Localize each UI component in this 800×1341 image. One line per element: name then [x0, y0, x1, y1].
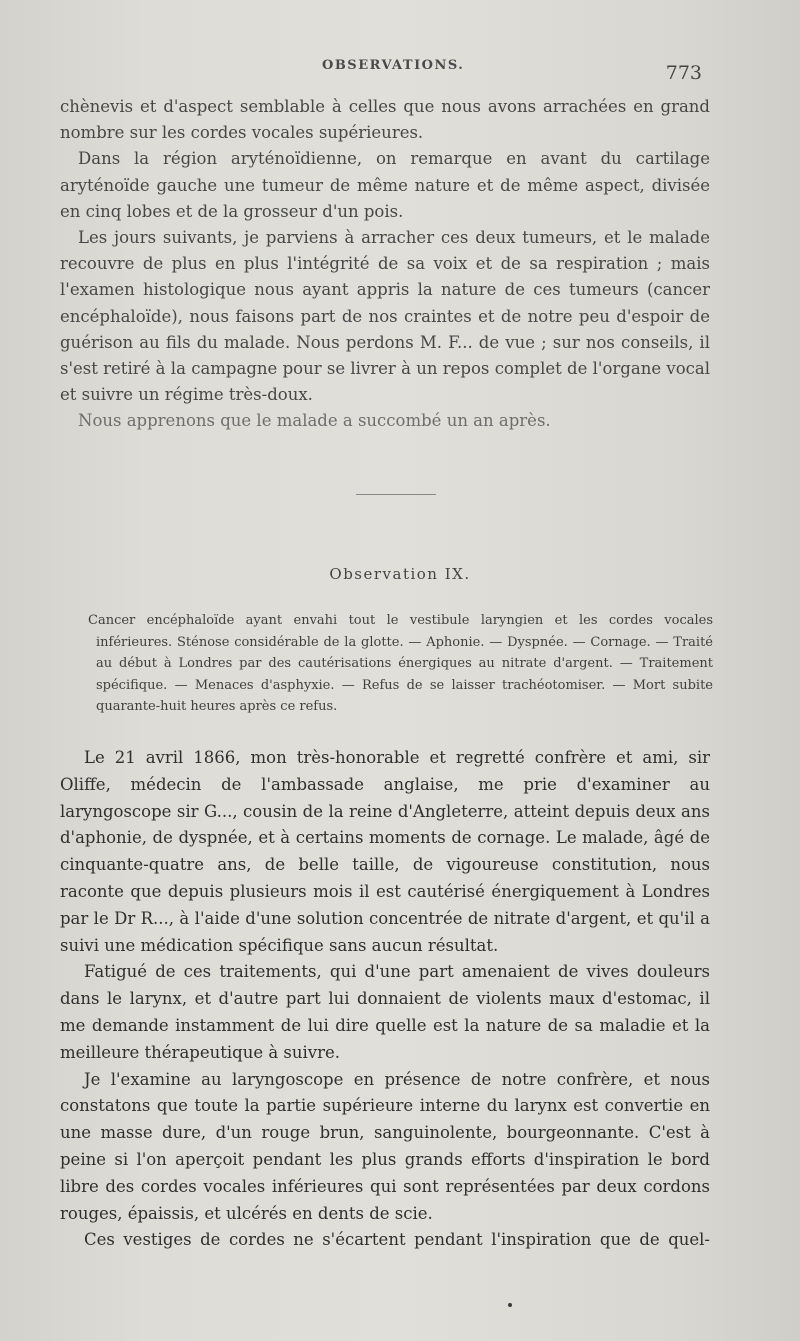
- page-number: 773: [665, 62, 702, 84]
- paragraph: Ces vestiges de cordes ne s'écartent pendant l'inspiration que de quel-: [84, 1230, 710, 1250]
- ink-speck: [508, 1303, 512, 1307]
- paragraph: Je l'examine au laryngoscope en présence de notre confrère, et nous constatons que toute la partie supérieure interne du larynx est convertie en une masse dure, d'un rouge brun, sanguinolente, bourgeonnante. C'est à peine si l'on aperçoit pendant les plus grands efforts d'inspiration le bord libre des cordes vocales inférieures qui sont représentées par deux cordons rouges, épaissis, et ulcérés en dents de scie.: [60, 1069, 710, 1223]
- paragraph: Les jours suivants, je parviens à arracher ces deux tumeurs, et le malade recouvre de plus en plus l'intégrité de sa voix et de sa respiration ; mais l'examen histologique nous ayant appris la nature de ces tumeurs (cancer encéphaloïde), nous faisons part de nos craintes et de notre peu d'espoir de guérison au fils du malade. Nous perdons M. F... de vue ; sur nos conseils, il s'est retiré à la campagne pour se livrer à un repos complet de l'organe vocal et suivre un régime très-doux.: [60, 228, 710, 405]
- running-head: [60, 56, 710, 86]
- previous-observation-text: [60, 94, 710, 435]
- paragraph: chènevis et d'aspect semblable à celles que nous avons arrachées en grand nombre sur les cordes vocales supérieures.: [60, 97, 710, 143]
- paragraph: Dans la région aryténoïdienne, on remarque en avant du cartilage aryténoïde gauche une tumeur de même nature et de même aspect, divisée en cinq lobes et de la grosseur d'un pois.: [60, 149, 710, 221]
- observation-body: [60, 745, 710, 1254]
- observation-summary: Cancer encéphaloïde ayant envahi tout le vestibule laryngien et les cordes vocales inférieures. Sténose considérable de la glotte. — Aphonie. — Dyspnée. — Cornage. — Traité au début à Londres par des cautérisations énergiques au nitrate d'argent. — Traitement spécifique. — Menaces d'asphyxie. — Refus de se laisser trachéotomiser. — Mort subite quarante-huit heures après ce refus.: [88, 613, 713, 715]
- paragraph: Le 21 avril 1866, mon très-honorable et regretté confrère et ami, sir Oliffe, médecin de l'ambassade anglaise, me prie d'examiner au laryngoscope sir G..., cousin de la reine d'Angleterre, atteint depuis deux ans d'aphonie, de dyspnée, et à certains moments de cornage. Le malade, âgé de cinquante-quatre ans, de belle taille, de vigoureuse constitution, nous raconte que depuis plusieurs mois il est cautérisé énergiquement à Londres par le Dr R..., à l'aide d'une solution concentrée de nitrate d'argent, et qu'il a suivi une médication spécifique sans aucun résultat.: [60, 748, 710, 955]
- paragraph: Nous apprenons que le malade a succombé un an après.: [78, 411, 551, 431]
- section-divider: [356, 494, 436, 495]
- observation-heading: Observation IX.: [329, 565, 471, 583]
- running-title: OBSERVATIONS.: [322, 58, 465, 73]
- paragraph: Fatigué de ces traitements, qui d'une part amenaient de vives douleurs dans le larynx, et d'autre part lui donnaient de violents maux d'estomac, il me demande instamment de lui dire quelle est la nature de sa maladie et la meilleure thérapeutique à suivre.: [60, 962, 710, 1062]
